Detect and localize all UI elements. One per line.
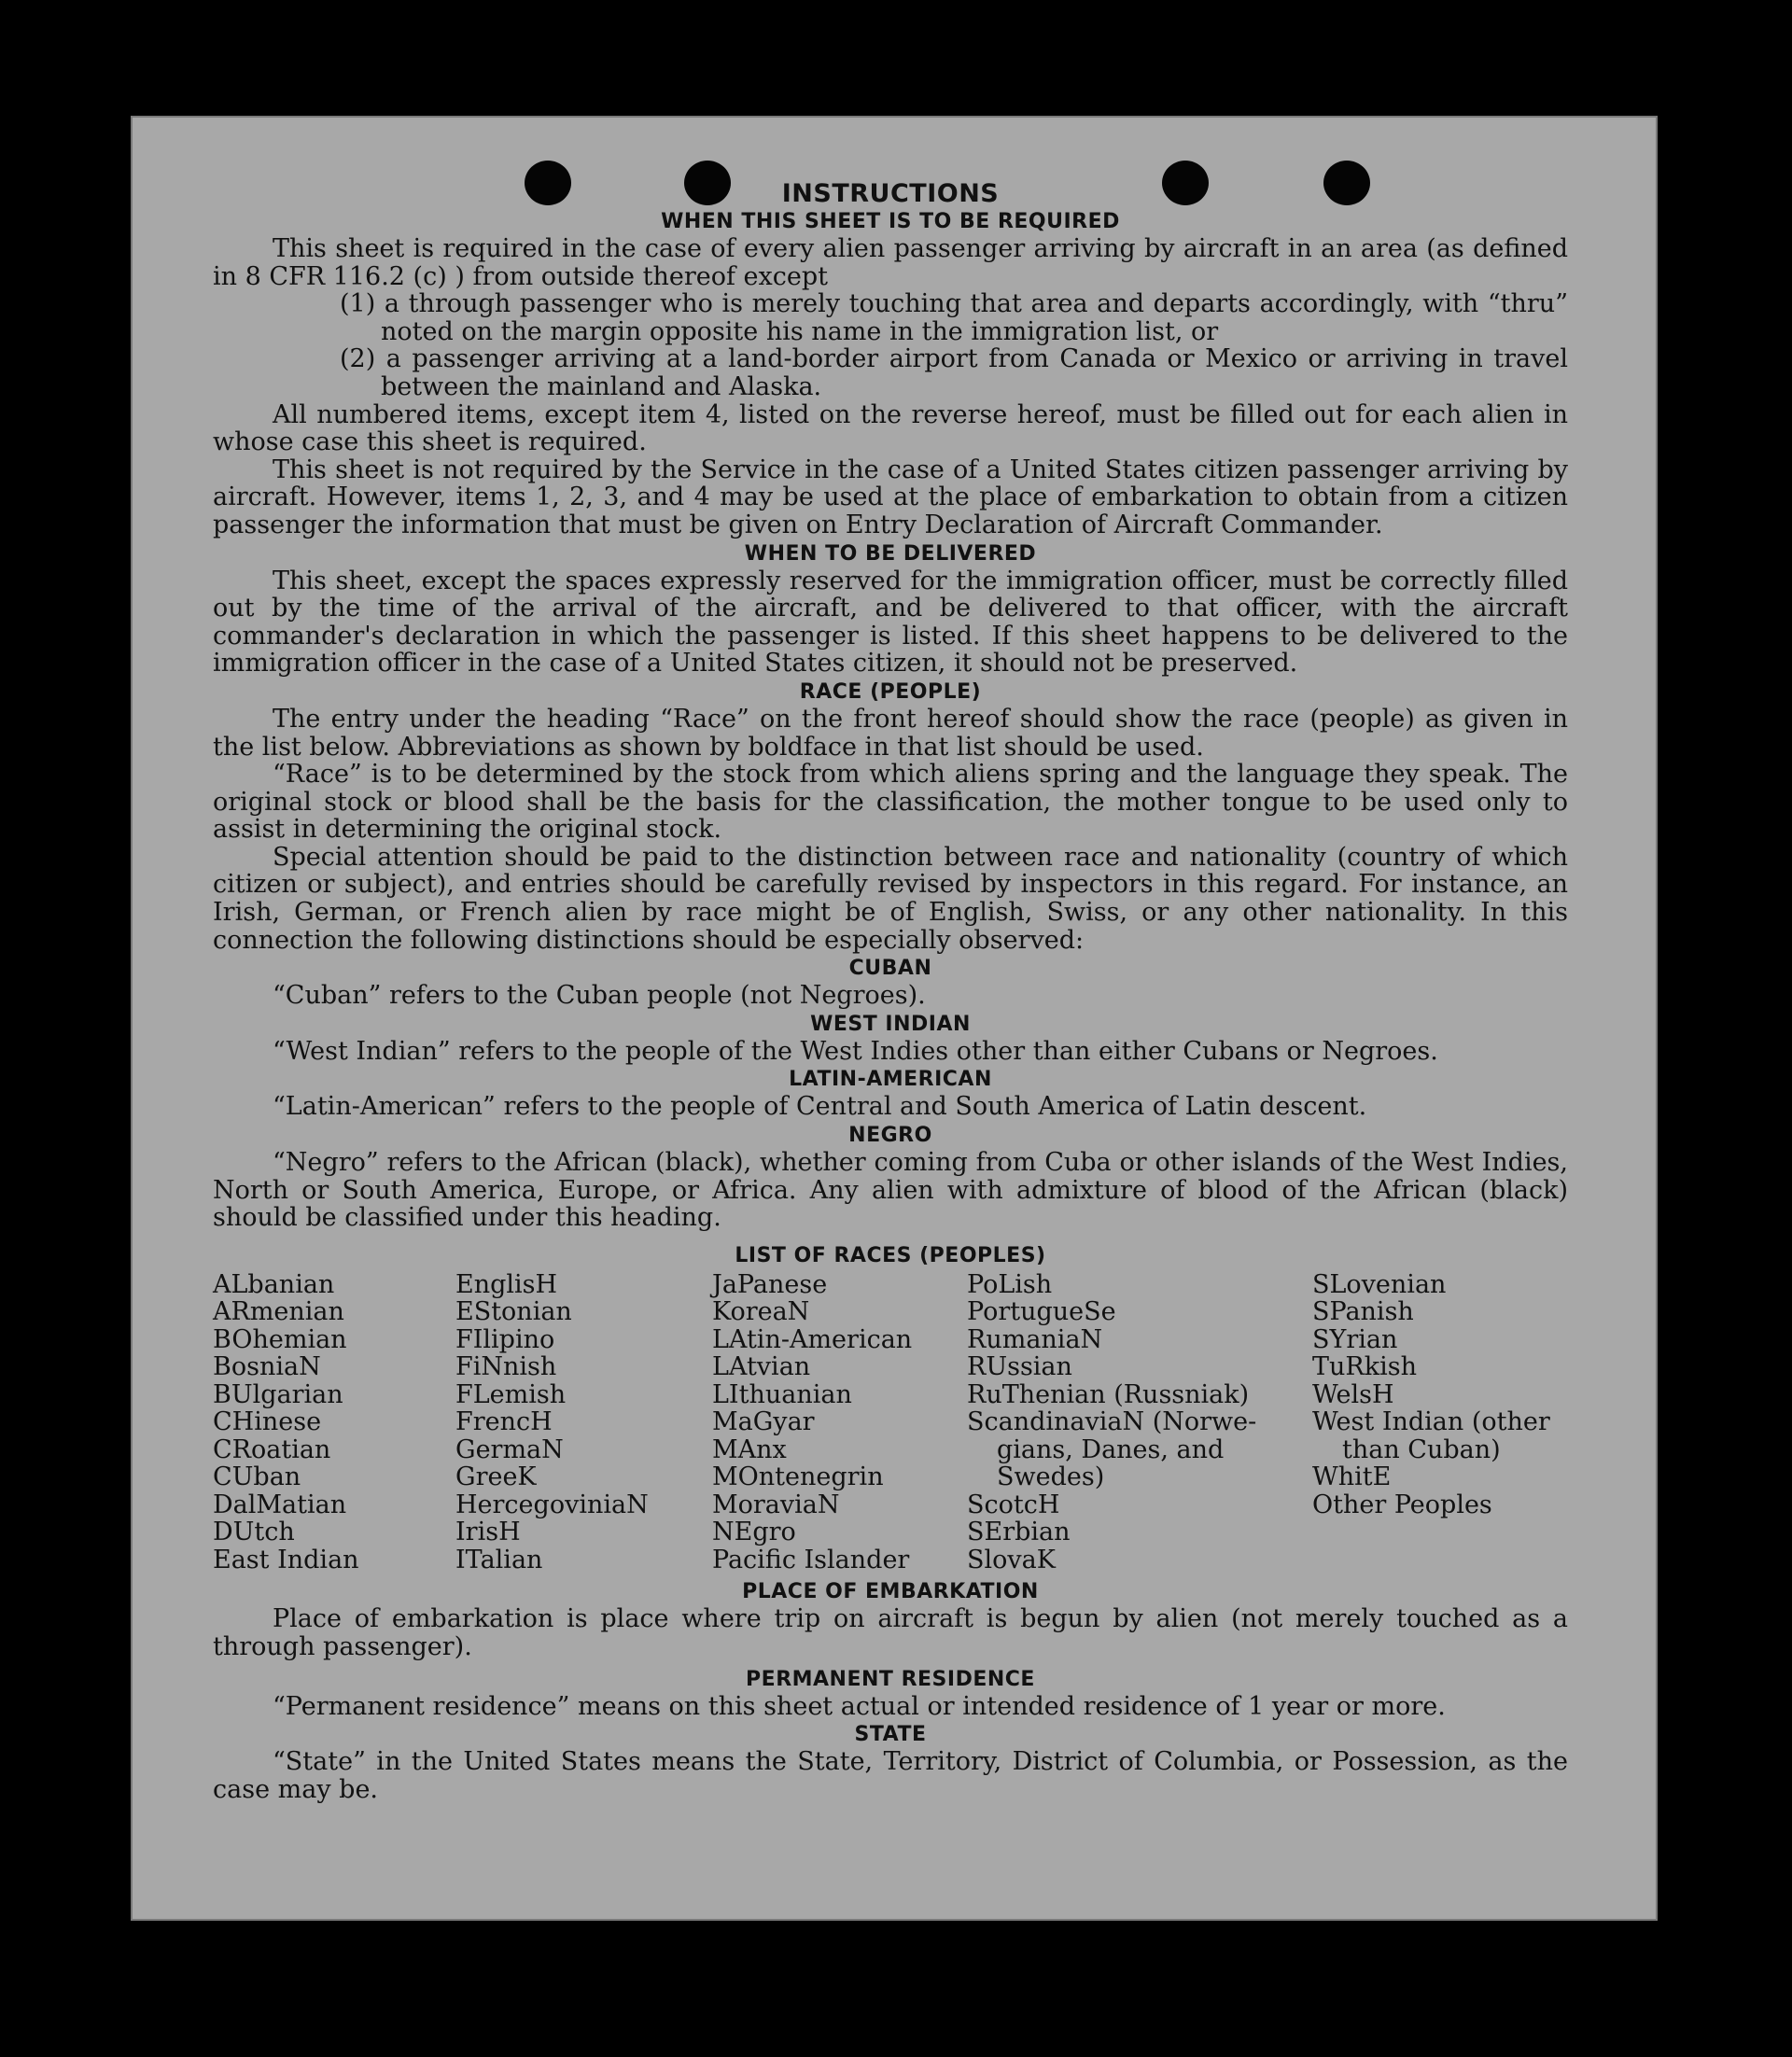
list-item: BosniaN xyxy=(213,1352,321,1382)
paragraph: This sheet, except the spaces expressly reserved for the immigration officer, must be correctly filled out by the time of the arrival of the aircraft, and be delivered to that officer, with the aircraft commander's declaration in which the passenger is listed. If this sheet happens to be delivered to the immigration officer in the case of a United States citizen, it should not be preserved. xyxy=(213,566,1568,679)
section-heading: CUBAN xyxy=(848,957,932,981)
section-heading: STATE xyxy=(854,1723,927,1747)
list-item: ARmenian xyxy=(213,1297,344,1327)
list-item: NEgro xyxy=(712,1518,796,1547)
list-item: LAtvian xyxy=(712,1352,811,1382)
list-item: ScandinaviaN (Norwe- xyxy=(967,1407,1257,1437)
section-heading: WHEN THIS SHEET IS TO BE REQUIRED xyxy=(661,210,1120,233)
paragraph: “Permanent residence” means on this sheet actual or intended residence of 1 year or more. xyxy=(273,1691,1446,1721)
list-item: Pacific Islander xyxy=(712,1545,910,1574)
list-item: FLemish xyxy=(455,1379,567,1409)
list-item: LIthuanian xyxy=(712,1379,852,1409)
list-item: ALbanian xyxy=(213,1269,335,1299)
races-list xyxy=(213,1271,1568,1574)
list-item: RUssian xyxy=(967,1352,1072,1382)
list-item: ScotcH xyxy=(967,1490,1060,1519)
list-item: DUtch xyxy=(213,1518,295,1547)
list-item: FIlipino xyxy=(455,1324,555,1354)
list-item: SLovenian xyxy=(1312,1269,1447,1299)
section-heading: PERMANENT RESIDENCE xyxy=(746,1667,1035,1691)
section-heading: PLACE OF EMBARKATION xyxy=(742,1580,1039,1604)
paragraph: “Race” is to be determined by the stock from which aliens spring and the language they speak. The original stock or blood shall be the basis for the classification, the mother tongue to be used only to assist in determining the original stock. xyxy=(213,760,1568,845)
paragraph: Special attention should be paid to the distinction between race and nationality (country of which citizen or subject), and entries should be carefully revised by inspectors in this regard. For instance, an Irish, German, or French alien by race might be of English, Swiss, or any other nationality. In this connection the following distinctions should be especially observed: xyxy=(213,842,1568,955)
list-item: MAnx xyxy=(712,1434,787,1464)
races-column xyxy=(213,1271,455,1574)
list-item: than Cuban) xyxy=(1342,1434,1501,1464)
list-item: ITalian xyxy=(455,1545,543,1574)
list-item: IrisH xyxy=(455,1518,521,1547)
races-column xyxy=(1312,1271,1568,1574)
races-column xyxy=(455,1271,712,1574)
list-item: DalMatian xyxy=(213,1490,347,1519)
list-item: West Indian (other xyxy=(1312,1407,1550,1437)
section-heading: RACE (PEOPLE) xyxy=(799,679,982,704)
list-item: EnglisH xyxy=(455,1269,558,1299)
list-item: RuThenian (Russniak) xyxy=(967,1379,1250,1409)
list-item: BUlgarian xyxy=(213,1379,343,1409)
list-item: RumaniaN xyxy=(967,1324,1103,1354)
list-item: CHinese xyxy=(213,1407,322,1437)
list-item: SYrian xyxy=(1312,1324,1398,1354)
section-heading: WHEN TO BE DELIVERED xyxy=(744,541,1037,566)
instructions-body xyxy=(213,179,1568,1803)
paragraph: “Cuban” refers to the Cuban people (not Negroes). xyxy=(273,981,926,1011)
section-heading: LATIN-AMERICAN xyxy=(789,1068,992,1092)
paragraph: “Latin-American” refers to the people of Central and South America of Latin descent. xyxy=(273,1092,1367,1122)
list-item: East Indian xyxy=(213,1545,359,1574)
paragraph: The entry under the heading “Race” on the front hereof should show the race (people) as given in the list below. Abbreviations as shown by boldface in that list should be used. xyxy=(213,704,1568,762)
section-heading: LIST OF RACES (PEOPLES) xyxy=(735,1243,1046,1267)
list-item: FrencH xyxy=(455,1407,553,1437)
list-item: WhitE xyxy=(1312,1462,1392,1492)
paragraph: This sheet is required in the case of every alien passenger arriving by aircraft in an area (as defined in 8 CFR 116.2 (c) ) from outside thereof except xyxy=(213,234,1568,291)
paragraph: This sheet is not required by the Service in the case of a United States citizen passenger arriving by aircraft. However, items 1, 2, 3, and 4 may be used at the place of embarkation to obtain from a citizen passenger the information that must be given on Entry Declaration of Aircraft Commander. xyxy=(213,455,1568,539)
list-item: MaGyar xyxy=(712,1407,815,1437)
list-item: WelsH xyxy=(1312,1379,1394,1409)
section-heading: NEGRO xyxy=(848,1124,932,1148)
list-item: MOntenegrin xyxy=(712,1462,884,1492)
paragraph: “West Indian” refers to the people of the West Indies other than either Cubans or Negroes. xyxy=(273,1036,1438,1066)
list-item: HercegoviniaN xyxy=(455,1490,649,1519)
list-item: EStonian xyxy=(455,1297,572,1327)
list-item: TuRkish xyxy=(1312,1352,1417,1382)
document-sheet xyxy=(131,116,1658,1921)
list-item: gians, Danes, and xyxy=(997,1434,1225,1464)
list-item: CRoatian xyxy=(213,1434,331,1464)
paragraph: Place of embarkation is place where trip on aircraft is begun by alien (not merely touched as a through passenger). xyxy=(213,1604,1568,1661)
list-item: GermaN xyxy=(455,1434,564,1464)
races-column xyxy=(967,1271,1312,1574)
list-item: PoLish xyxy=(967,1269,1053,1299)
page-title: INSTRUCTIONS xyxy=(781,179,1000,208)
paragraph: “State” in the United States means the State, Territory, District of Columbia, or Possession, as the case may be. xyxy=(213,1747,1568,1804)
list-item: MoraviaN xyxy=(712,1490,840,1519)
list-item: Other Peoples xyxy=(1312,1490,1492,1519)
list-item: (1) a through passenger who is merely touching that area and departs accordingly, with “thru” noted on the margin opposite his name in the immigration list, or xyxy=(340,289,1568,346)
list-item: LAtin-American xyxy=(712,1324,913,1354)
list-item: KoreaN xyxy=(712,1297,810,1327)
list-item: FiNnish xyxy=(455,1352,557,1382)
list-item: JaPanese xyxy=(712,1269,828,1299)
list-item: Swedes) xyxy=(997,1462,1105,1492)
list-item: SErbian xyxy=(967,1518,1071,1547)
list-item: (2) a passenger arriving at a land-border airport from Canada or Mexico or arriving in travel between the mainland and Alaska. xyxy=(340,344,1568,401)
list-item: SPanish xyxy=(1312,1297,1414,1327)
paragraph: All numbered items, except item 4, listed on the reverse hereof, must be filled out for each alien in whose case this sheet is required. xyxy=(213,399,1568,457)
list-item: PortugueSe xyxy=(967,1297,1116,1327)
list-item: SlovaK xyxy=(967,1545,1056,1574)
section-heading: WEST INDIAN xyxy=(810,1012,971,1036)
paragraph: “Negro” refers to the African (black), whether coming from Cuba or other islands of the West Indies, North or South America, Europe, or Africa. Any alien with admixture of blood of the African (black) should be classified under this heading. xyxy=(213,1148,1568,1233)
races-column xyxy=(712,1271,967,1574)
list-item: CUban xyxy=(213,1462,301,1492)
list-item: GreeK xyxy=(455,1462,537,1492)
list-item: BOhemian xyxy=(213,1324,347,1354)
